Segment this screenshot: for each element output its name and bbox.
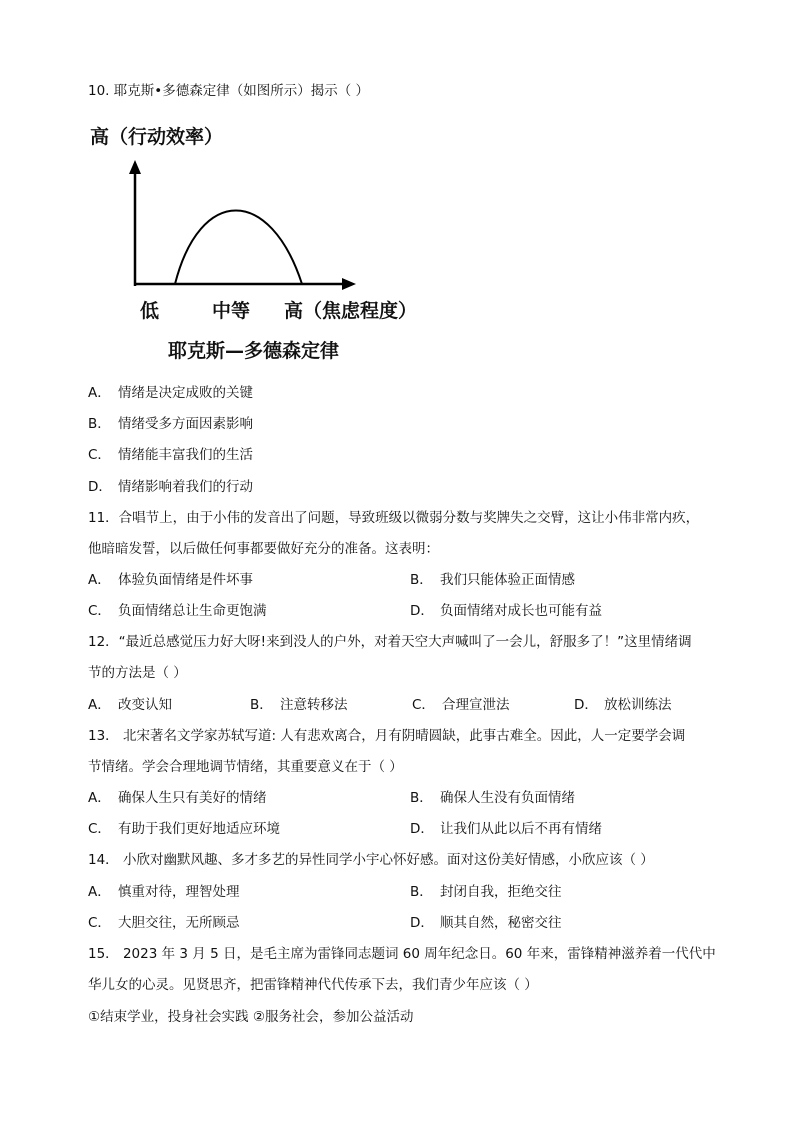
q14-option-a: A． 慎重对待，理智处理 [88,884,240,900]
q12-stem-line-2: 节的方法是（ ） [88,665,187,681]
q10-option-a: A． 情绪是决定成败的关键 [88,385,253,401]
q10-stem: 10. 耶克斯•多德森定律（如图所示）揭示（ ） [88,83,370,99]
figure-x-high-label: 高（焦虑程度） [284,300,418,322]
q13-stem-line-2: 节情绪。学会合理地调节情绪，其重要意义在于（ ） [88,759,403,775]
q10-option-d: D． 情绪影响着我们的行动 [88,479,253,495]
q11-stem-line-2: 他暗暗发誓，以后做任何事都要做好充分的准备。这表明： [88,541,439,557]
inverted-u-curve [175,211,302,285]
q10-option-c: C． 情绪能丰富我们的生活 [88,447,253,463]
q11-option-b: B． 我们只能体验正面情感 [410,572,575,588]
q14-option-b: B． 封闭自我，拒绝交往 [410,884,562,900]
figure-caption: 耶克斯—多德森定律 [168,340,340,362]
q11-option-a: A． 体验负面情绪是件坏事 [88,572,253,588]
q14-stem: 14． 小欣对幽默风趣、多才多艺的异性同学小宇心怀好感。面对这份美好情感，小欣应该（ ） [88,852,654,868]
q12-option-b: B． 注意转移法 [250,697,348,713]
figure-x-mid-label: 中等 [212,300,251,322]
q12-option-d: D． 放松训练法 [574,697,672,713]
q11-stem-line-1: 11．合唱节上，由于小伟的发音出了问题，导致班级以微弱分数与奖牌失之交臂，这让小伟非常内疚， [88,510,700,526]
q14-option-c: C． 大胆交往，无所顾忌 [88,915,240,931]
q14-option-d: D． 顺其自然，秘密交往 [410,915,562,931]
figure-x-low-label: 低 [140,300,160,322]
q13-option-d: D． 让我们从此以后不再有情绪 [410,821,602,837]
q12-option-a: A． 改变认知 [88,697,172,713]
q11-option-c: C． 负面情绪总让生命更饱满 [88,603,267,619]
q15-stem-line-1: 15． 2023 年 3 月 5 日，是毛主席为雷锋同志题词 60 周年纪念日。60 年来，雷锋精神滋养着一代代中 [88,946,716,962]
x-axis-arrow-icon [342,278,356,290]
q12-option-c: C． 合理宣泄法 [412,697,510,713]
q13-option-c: C． 有助于我们更好地适应环境 [88,821,280,837]
q13-option-a: A． 确保人生只有美好的情绪 [88,790,267,806]
yerkes-dodson-curve-figure [120,158,360,293]
q11-option-d: D． 负面情绪对成长也可能有益 [410,603,602,619]
q12-stem-line-1: 12．“最近总感觉压力好大呀!来到没人的户外，对着天空大声喊叫了一会儿，舒服多了！”这里情绪调 [88,634,692,650]
q10-option-b: B． 情绪受多方面因素影响 [88,416,253,432]
y-axis-arrow-icon [129,160,141,174]
q13-stem-line-1: 13． 北宋著名文学家苏轼写道: 人有悲欢离合，月有阴晴圆缺，此事古难全。因此，人一定要学会调 [88,728,686,744]
q15-stem-line-3: ①结束学业，投身社会实践 ②服务社会，参加公益活动 [88,1009,414,1025]
q13-option-b: B． 确保人生没有负面情绪 [410,790,575,806]
q15-stem-line-2: 华儿女的心灵。见贤思齐，把雷锋精神代代传承下去，我们青少年应该（ ） [88,977,538,993]
figure-y-axis-label: 高（行动效率） [90,126,224,148]
